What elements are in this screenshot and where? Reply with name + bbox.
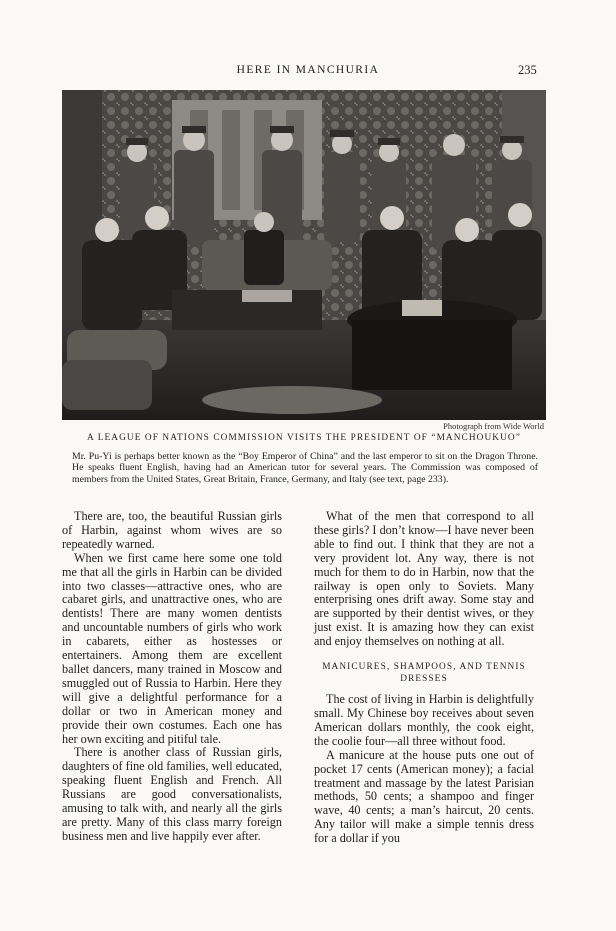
paragraph: When we first came here some one told me that all the girls in Harbin can be divided into two classes—attractive ones, who are cabaret girls, and unattractive ones, who are dentists! There are many women dentists and uncountable numbers of girls who work in cabarets, either as hostesses or entertainers. Among them are excellent ballet dancers, many trained in Moscow and smuggled out of Russia to Harbin. Here they will give a delightful performance for a dollar or two in American money and provide their own costumes. Each one has her own exciting and pitiful tale.: [62, 550, 282, 746]
right-column: [314, 510, 534, 846]
photo-credit: Photograph from Wide World: [443, 421, 544, 431]
photograph-illustration: [62, 90, 546, 420]
photograph: [62, 90, 546, 420]
figure-caption: Mr. Pu-Yi is perhaps better known as the “Boy Emperor of China” and the last emperor to sit on the Dragon Throne. He speaks fluent English, having had an American tutor for several years. The Commission was composed of members from the United States, Great Britain, France, Germany, and Italy (see text, page 233).: [72, 451, 538, 485]
paragraph: The cost of living in Harbin is delightfully small. My Chinese boy receives about seven American dollars monthly, the cook eight, the coolie four—all three without food.: [314, 692, 534, 748]
page-number: 235: [518, 63, 537, 77]
paragraph: There are, too, the beautiful Russian girls of Harbin, against whom wives are so repeatedly warned.: [62, 509, 282, 551]
paragraph: A manicure at the house puts one out of pocket 17 cents (American money); a facial treatment and massage by the latest Parisian methods, 50 cents; a shampoo and finger wave, 40 cents; a man’s haircut, 20 cents. Any tailor will make a simple tennis dress for a dollar if you: [314, 747, 534, 846]
figure-title: A LEAGUE OF NATIONS COMMISSION VISITS THE PRESIDENT OF “MANCHOUKUO”: [87, 433, 521, 443]
paragraph: There is another class of Russian girls, daughters of fine old families, well educated, speaking fluent English and French. All Russians are good conversationalists, amusing to talk with, and nearly all the girls are pretty. Many of this class marry foreign business men and live happily ever after.: [62, 745, 282, 843]
section-heading: MANICURES, SHAMPOOS, AND TENNIS DRESSES: [322, 662, 526, 685]
paragraph: What of the men that correspond to all these girls? I don’t know—I have never been able to find out. I think that they are not a very provident lot. Any way, there is not much for them to do in Harbin, now that the railway is open only to Soviets. Many enterprising ones drift away. Some stay and are supported by their dentist wives, or they just exist. It is amazing how they can exist and enjoy themselves on nothing at all.: [314, 509, 534, 649]
left-column: [62, 510, 282, 844]
running-header: HERE IN MANCHURIA: [236, 64, 380, 76]
